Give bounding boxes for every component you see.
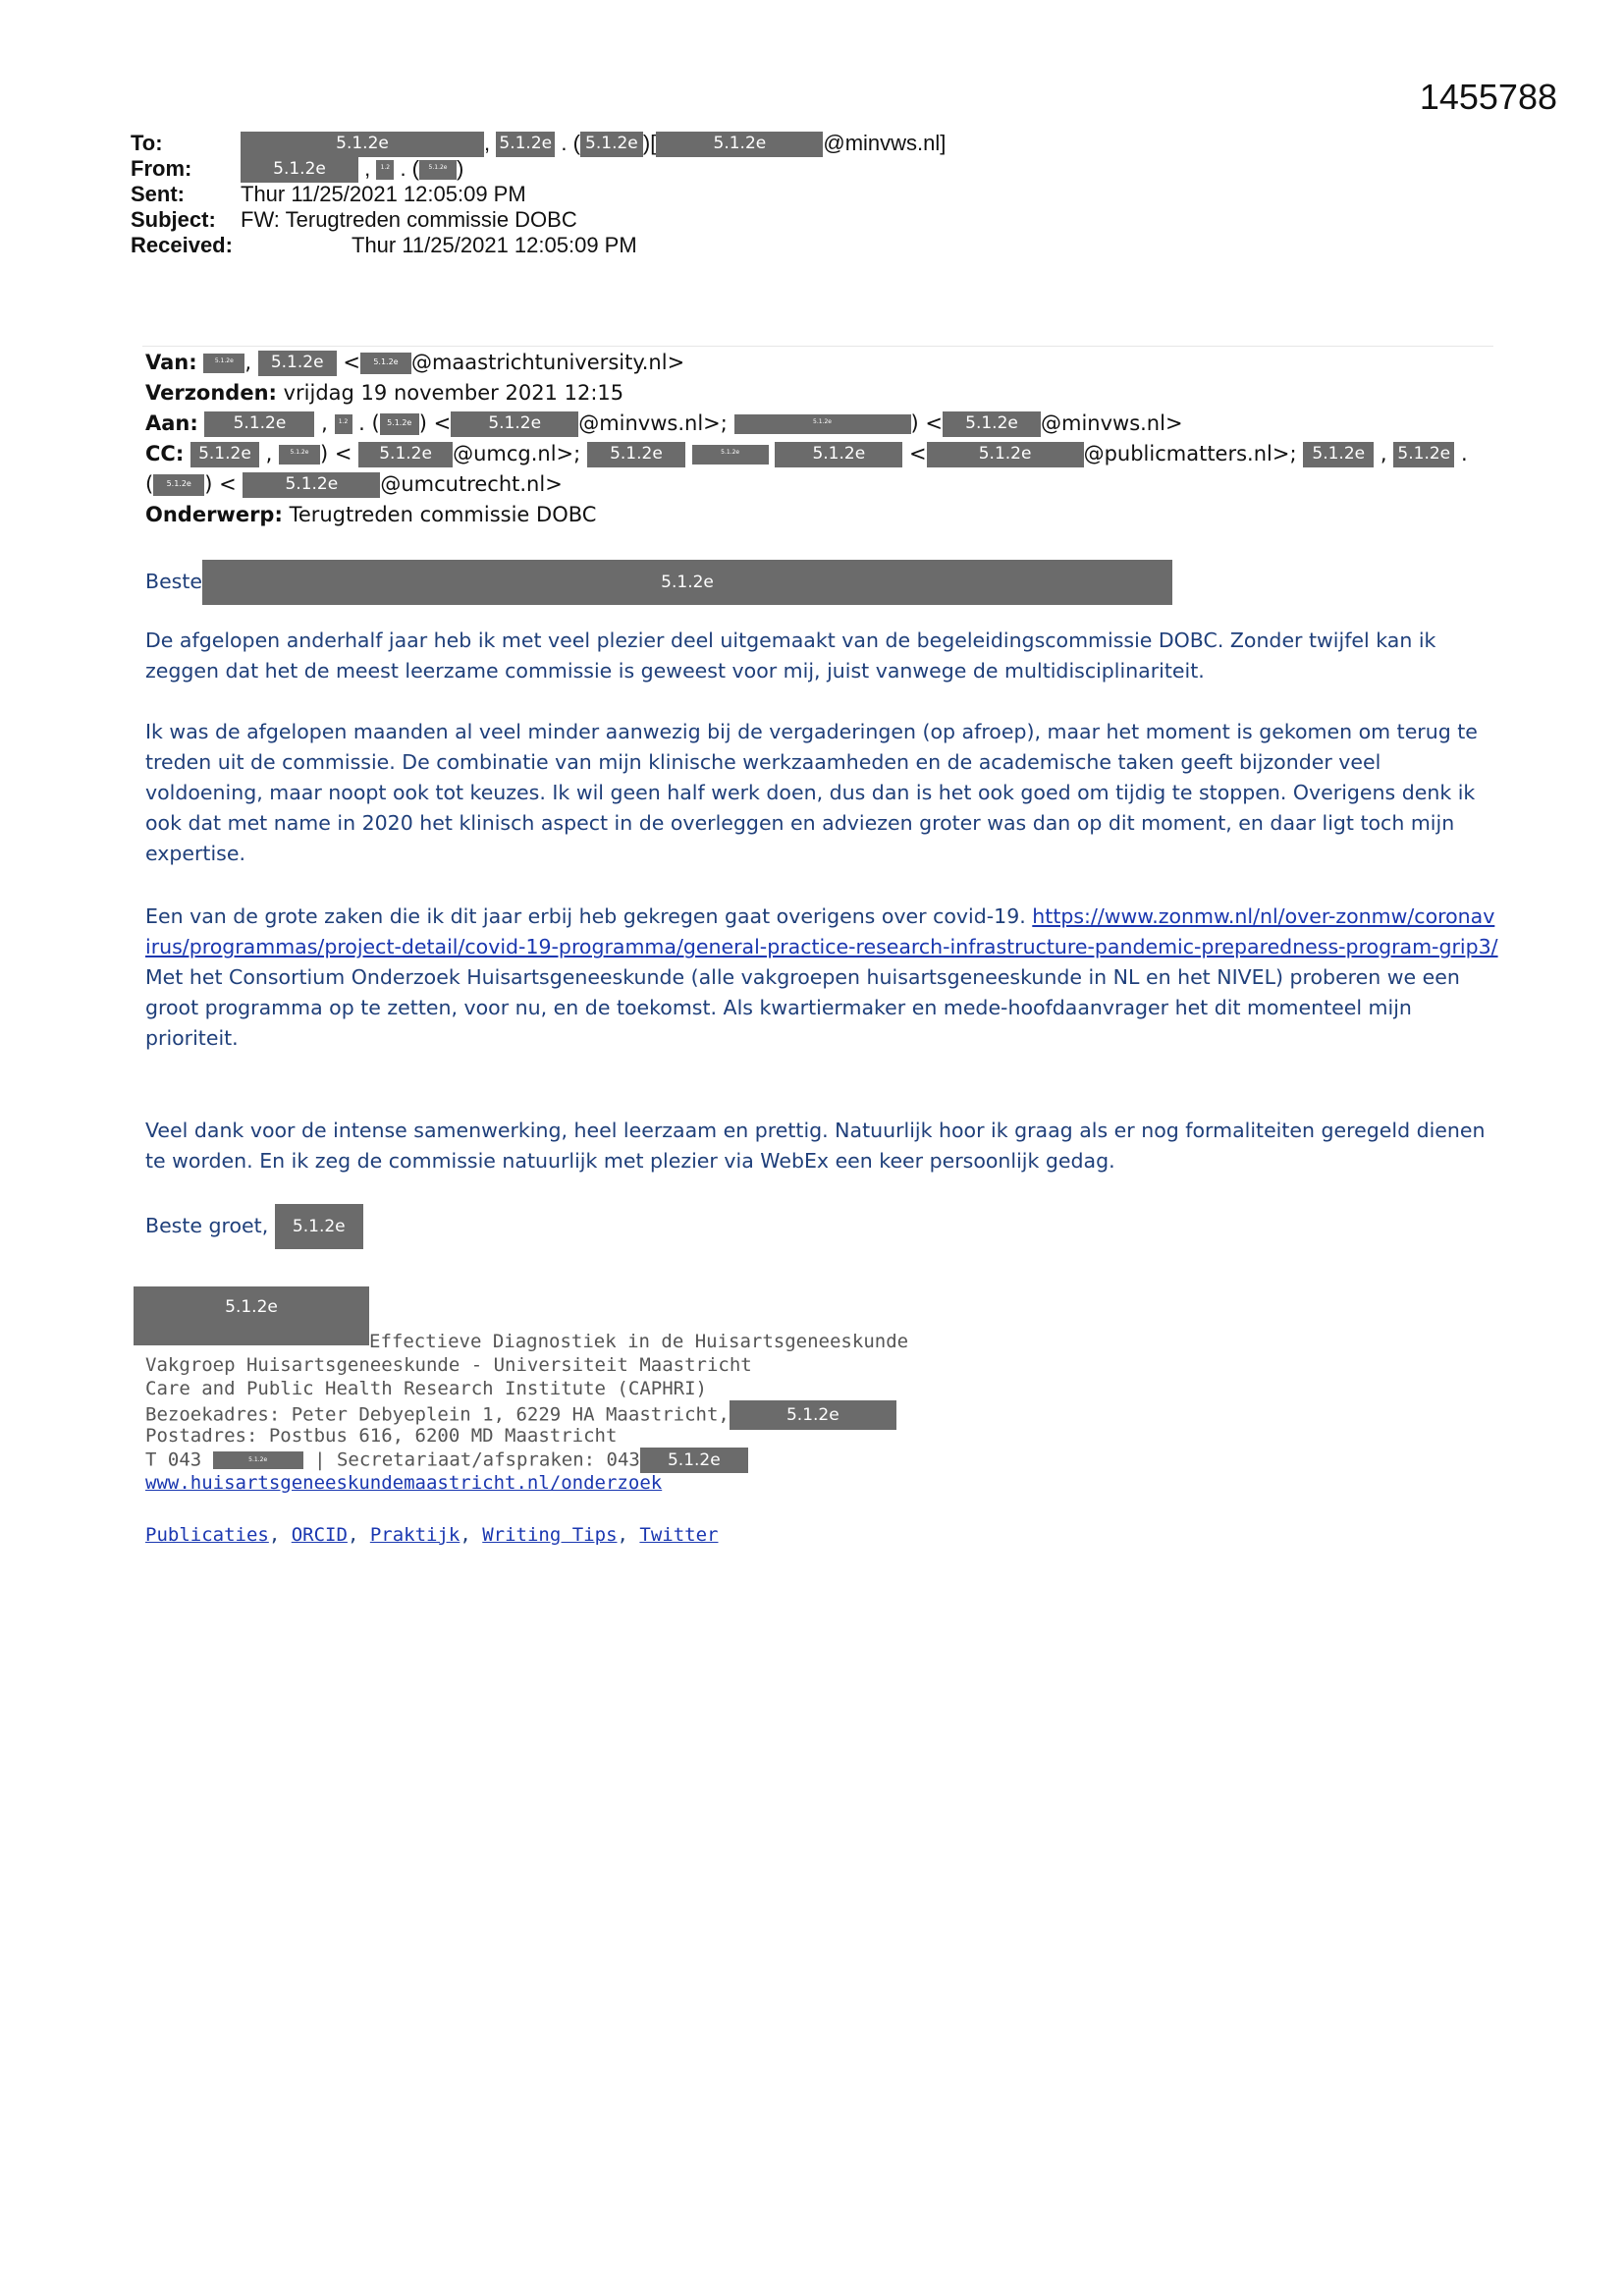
subject-value: FW: Terugtreden commissie DOBC (241, 207, 577, 232)
subject-label: Subject: (131, 207, 216, 232)
redaction: 5.1.2e (202, 560, 1172, 605)
redaction: 5.1.2e (358, 442, 453, 467)
verzonden-value: vrijdag 19 november 2021 12:15 (283, 381, 624, 405)
aan-label: Aan: (145, 411, 198, 435)
redaction: 5.1.2e (258, 351, 337, 376)
redaction: 5.1.2e (241, 132, 484, 157)
onderwerp-value: Terugtreden commissie DOBC (289, 503, 597, 526)
link-writing-tips[interactable]: Writing Tips (482, 1524, 618, 1546)
header-received-row (131, 233, 637, 258)
paragraph-3-text: Een van de grote zaken die ik dit jaar erbij heb gekregen gaat overigens over covid-19. (145, 904, 1026, 928)
to-label: To: (131, 131, 163, 155)
redaction: 5.1.2e (380, 413, 419, 435)
redaction: 5.1.2e (1303, 442, 1374, 467)
visit-address: Bezoekadres: Peter Debyeplein 1, 6229 HA Maastricht, (145, 1403, 730, 1426)
redaction: 5.1.2e (241, 157, 358, 183)
redaction: 5.1.2e (734, 414, 911, 434)
closing-row (145, 1204, 363, 1249)
redaction: 5.1.2e (640, 1448, 748, 1473)
forwarded-cc-row-2: ( 5.1.2e ) < 5.1.2e @umcutrecht.nl> (145, 472, 563, 496)
header-from-row: From: 5.1.2e , 1.2 . ( 5.1.2e ) (131, 156, 463, 183)
received-value: Thur 11/25/2021 12:05:09 PM (352, 233, 637, 257)
redaction: 5.1.2e (360, 353, 411, 374)
redaction: 5.1.2e (943, 411, 1041, 437)
redaction: 5.1.2e (451, 411, 578, 437)
signature-line-2: Vakgroep Huisartsgeneeskunde - Universiteit Maastricht (145, 1354, 752, 1376)
signature-line-3: Care and Public Health Research Institute (CAPHRI) (145, 1378, 707, 1399)
forwarded-onderwerp-row (145, 500, 596, 529)
redaction: 5.1.2e (692, 445, 769, 465)
onderwerp-label: Onderwerp: (145, 503, 283, 526)
redaction: 5.1.2e (213, 1451, 303, 1469)
redaction: 5.1.2e (153, 474, 204, 496)
greeting: Beste (145, 570, 203, 593)
redaction: 5.1.2e (243, 472, 380, 498)
aan-domain1: @minvws.nl>; (578, 411, 728, 435)
redaction: 5.1.2e (275, 1204, 363, 1249)
forwarded-aan-row: Aan: 5.1.2e , 1.2 . ( 5.1.2e ) < 5.1.2e @minvws.nl>; 5.1.2e ) < 5.1.2e @minvws.nl> (145, 411, 1183, 435)
received-label: Received: (131, 233, 233, 257)
phone-mid: | Secretariaat/afspraken: 043 (302, 1449, 640, 1471)
paragraph-3-rest: Met het Consortium Onderzoek Huisartsgeneeskunde (alle vakgroepen huisartsgeneeskunde in NL en het NIVEL) proberen we een groot programma op te zetten, voor nu, en de toekomst. Als kwartiermaker en mede-hoofdaanvrager het dit momenteel mijn prioriteit. (145, 965, 1460, 1050)
signature-website-row (145, 1471, 662, 1495)
redaction: 5.1.2e (203, 354, 244, 373)
signature-name-redaction (134, 1286, 369, 1345)
link-publicaties[interactable]: Publicaties (145, 1524, 269, 1546)
cc-domain2: @publicmatters.nl>; (1083, 442, 1297, 465)
from-label: From: (131, 156, 192, 181)
phone-prefix: T 043 (145, 1449, 202, 1471)
separator-line (142, 346, 1493, 347)
signature-links: Publicaties, ORCID, Praktijk, Writing Tips, Twitter (145, 1524, 719, 1546)
document-number: 1455788 (1419, 77, 1557, 117)
redaction: 5.1.2e (927, 442, 1084, 467)
link-twitter[interactable]: Twitter (639, 1524, 719, 1546)
redaction: 5.1.2e (1393, 442, 1454, 467)
verzonden-label: Verzonden: (145, 381, 277, 405)
cc-label: CC: (145, 442, 185, 465)
signature-line-5: Postadres: Postbus 616, 6200 MD Maastricht (145, 1425, 618, 1447)
header-to-row: To: 5.1.2e , 5.1.2e . ( 5.1.2e )[ 5.1.2e @minvws.nl] (131, 131, 946, 157)
redaction: 5.1.2e (580, 132, 643, 157)
paragraph-2: Ik was de afgelopen maanden al veel minder aanwezig bij de vergaderingen (op afroep), maar het moment is gekomen om terug te treden uit de commissie. De combinatie van mijn klinische werkzaamheden en de academische taken geeft bijzonder veel voldoening, maar noopt ook tot keuzes. Ik wil geen half werk doen, dus dan is het ook goed om tijdig te stoppen. Overigens denk ik ook dat met name in 2020 het klinisch aspect in de overleggen en adviezen groter was dan op dit moment, en daar ligt toch mijn expertise. (145, 720, 1478, 865)
aan-domain2: @minvws.nl> (1040, 411, 1183, 435)
redaction: 5.1.2e (419, 160, 457, 180)
redaction: 1.2 (335, 414, 352, 434)
forwarded-verzonden-row (145, 378, 623, 408)
redaction-code: 5.1.2e (225, 1297, 278, 1317)
redaction: 1.2 (376, 160, 394, 180)
website-link[interactable]: www.huisartsgeneeskundemaastricht.nl/onderzoek (145, 1472, 663, 1494)
redaction: 5.1.2e (190, 442, 259, 467)
redaction: 5.1.2e (204, 411, 314, 437)
cc-domain3: @umcutrecht.nl> (380, 472, 563, 496)
redaction: 5.1.2e (775, 442, 902, 467)
greeting-row (145, 560, 1172, 605)
to-domain: @minvws.nl] (823, 131, 947, 155)
paragraph-3 (145, 902, 1500, 1054)
paragraph-4: Veel dank voor de intense samenwerking, heel leerzaam en prettig. Natuurlijk hoor ik graag als er nog formaliteiten geregeld dienen te worden. En ik zeg de commissie natuurlijk met plezier via WebEx een keer persoonlijk gedag. (145, 1119, 1486, 1173)
closing: Beste groet, (145, 1214, 269, 1237)
redaction: 5.1.2e (656, 132, 823, 157)
cc-domain1: @umcg.nl>; (453, 442, 581, 465)
link-orcid[interactable]: ORCID (291, 1524, 348, 1546)
link-praktijk[interactable]: Praktijk (369, 1524, 460, 1546)
redaction: 5.1.2e (496, 132, 555, 157)
redaction: 5.1.2e (730, 1400, 896, 1430)
signature-line-1: Effectieve Diagnostiek in de Huisartsgeneeskunde (369, 1331, 909, 1352)
header-subject-row (131, 207, 577, 233)
paragraph-1: De afgelopen anderhalf jaar heb ik met veel plezier deel uitgemaakt van de begeleidingscommissie DOBC. Zonder twijfel kan ik zeggen dat het de meest leerzame commissie is geweest voor mij, juist vanwege de multidisciplinariteit. (145, 629, 1436, 683)
sent-value: Thur 11/25/2021 12:05:09 PM (241, 182, 526, 206)
zonmw-link[interactable]: https://www.zonmw.nl/nl/over-zonmw/coronavirus/programmas/project-detail/covid-19-programma/general-practice-research-infrastructure-pandemic-preparedness-program-grip3/ (145, 904, 1498, 958)
forwarded-van-row: Van: 5.1.2e , 5.1.2e < 5.1.2e @maastrichtuniversity.nl> (145, 351, 685, 374)
forwarded-cc-row: CC: 5.1.2e , 5.1.2e ) < 5.1.2e @umcg.nl>; 5.1.2e 5.1.2e 5.1.2e < 5.1.2e @publicmatters.nl>; 5.1.2e , 5.1.2e . (145, 442, 1468, 465)
signature-phone-row (145, 1448, 748, 1473)
redaction: 5.1.2e (279, 445, 320, 465)
header-sent-row (131, 182, 526, 207)
redaction: 5.1.2e (587, 442, 685, 467)
van-domain: @maastrichtuniversity.nl> (410, 351, 685, 374)
van-label: Van: (145, 351, 197, 374)
sent-label: Sent: (131, 182, 185, 206)
